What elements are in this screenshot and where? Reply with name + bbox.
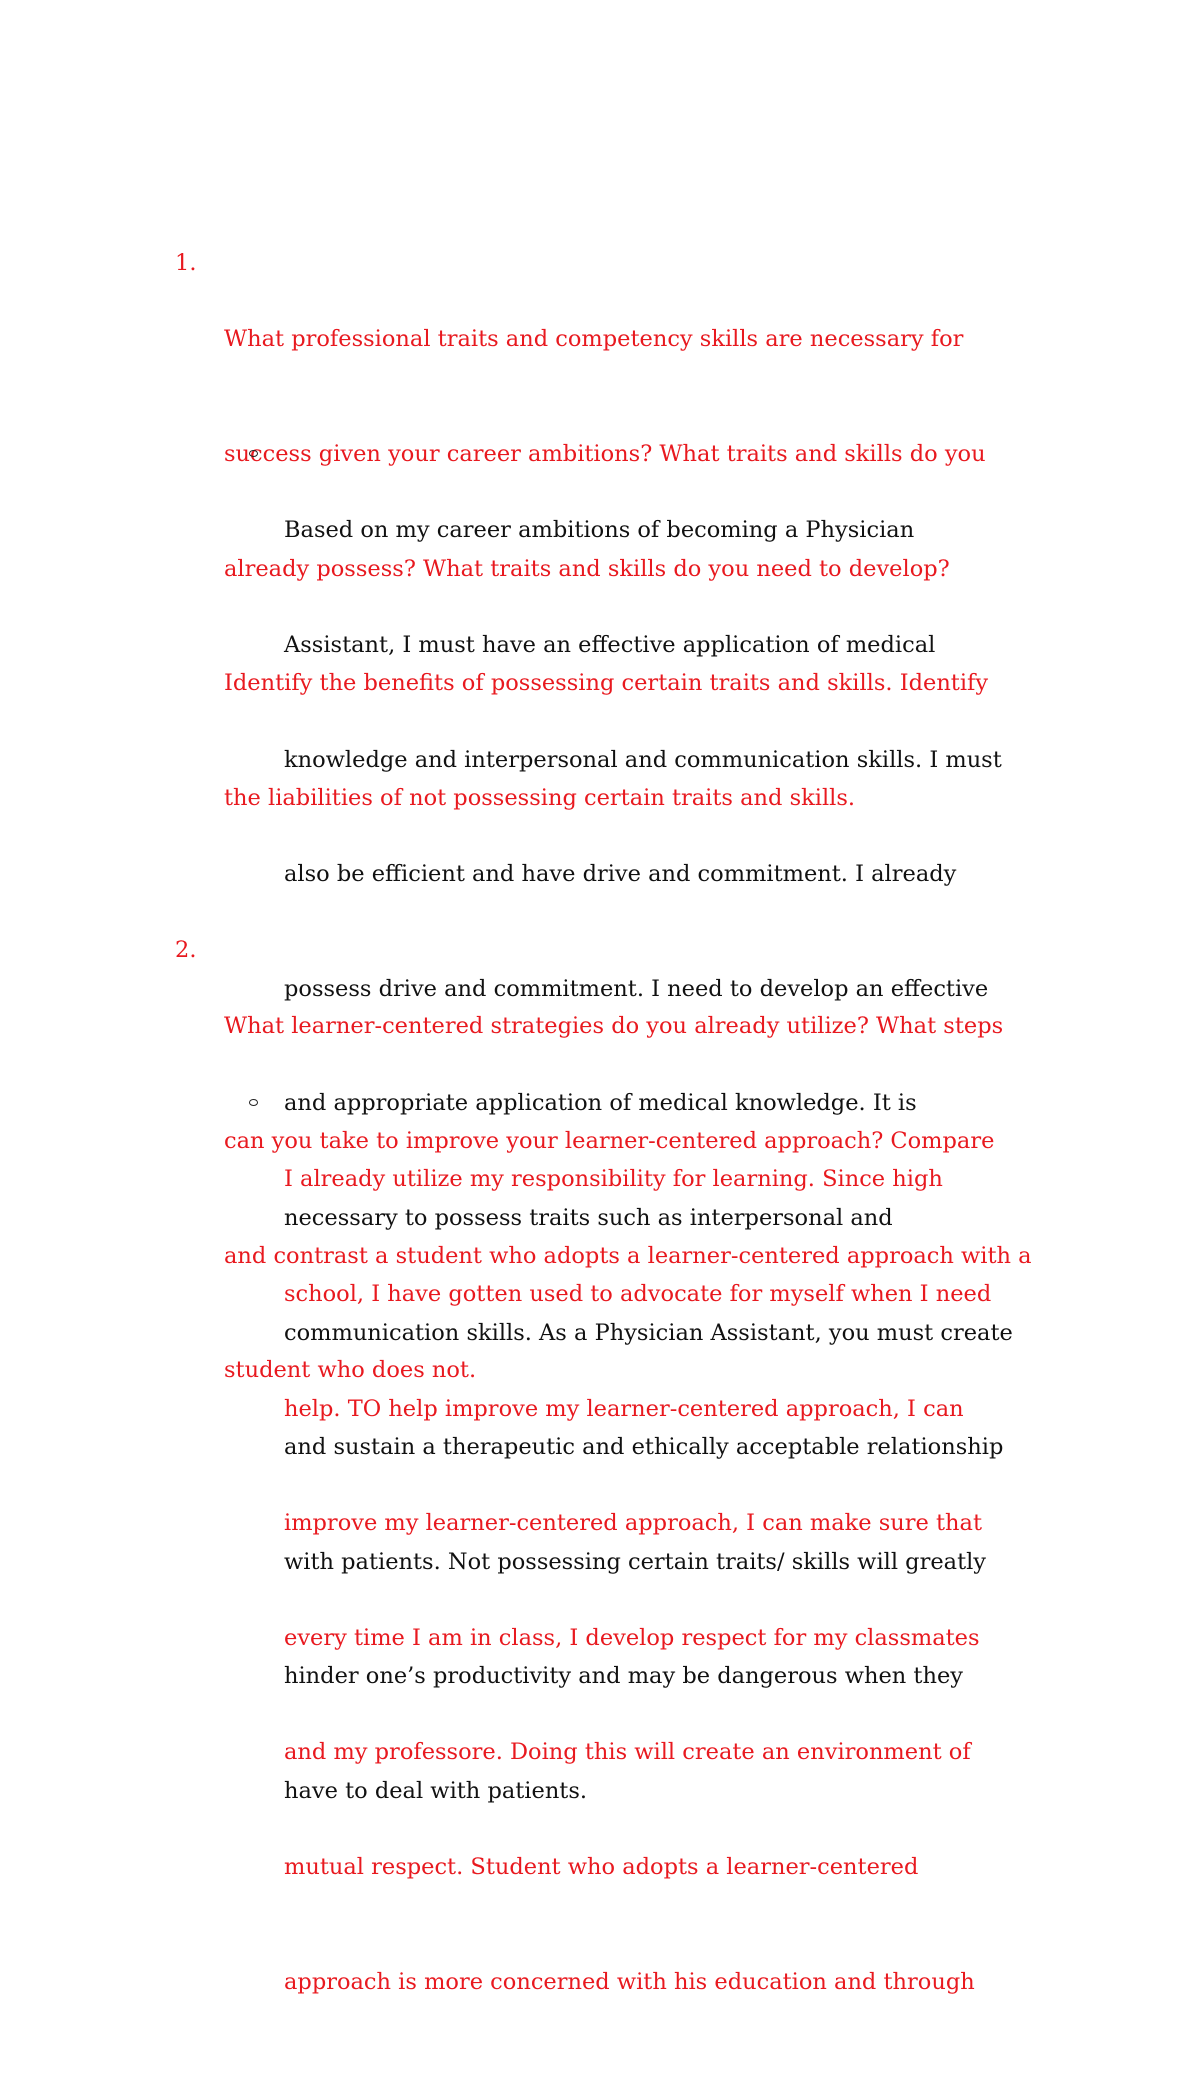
answer-text	[284, 1084, 1104, 2077]
question-line: What learner-centered strategies do you already utilize? What steps	[224, 1013, 1004, 1040]
answer-line: have to deal with patients.	[284, 1777, 588, 1804]
question-number: 1.	[175, 250, 197, 276]
answer-line: and sustain a therapeutic and ethically acceptable relationship	[284, 1434, 1004, 1461]
question-line: and contrast a student who adopts a learner-centered approach with a	[224, 1242, 1032, 1269]
answer-line: also be efficient and have drive and commitment. I already	[284, 861, 957, 888]
answer-line: communication skills. As a Physician Assistant, you must create	[284, 1319, 1013, 1346]
answer-line: every time I am in class, I develop respect for my classmates	[284, 1624, 980, 1651]
answer-line: and appropriate application of medical knowledge. It is	[284, 1090, 917, 1117]
answer-line: help. TO help improve my learner-centered approach, I can	[284, 1395, 964, 1422]
question-line: success given your career ambitions? What traits and skills do you	[224, 441, 986, 467]
answer-line: possess drive and commitment. I need to develop an effective	[284, 975, 989, 1002]
answer-line: improve my learner-centered approach, I can make sure that	[284, 1510, 982, 1537]
hollow-circle-bullet-icon	[249, 450, 258, 457]
question-line: student who does not.	[224, 1357, 477, 1384]
question-line: can you take to improve your learner-centered approach? Compare	[224, 1128, 995, 1154]
answer-line: Assistant, I must have an effective application of medical	[284, 632, 936, 658]
question-line: the liabilities of not possessing certain traits and skills.	[224, 784, 856, 811]
answer-line: and my professore. Doing this will create an environment of	[284, 1739, 971, 1766]
answer-line: approach is more concerned with his education and through	[284, 1968, 975, 1995]
question-line: Identify the benefits of possessing certain traits and skills. Identify	[224, 670, 989, 697]
question-line: What professional traits and competency skills are necessary for	[224, 326, 964, 353]
hollow-circle-bullet-icon	[249, 1099, 258, 1106]
answer-line: hinder one’s productivity and may be dangerous when they	[284, 1663, 963, 1690]
answer-line: school, I have gotten used to advocate for myself when I need	[284, 1281, 992, 1307]
answer-line: necessary to possess traits such as interpersonal and	[284, 1204, 893, 1231]
answer-line: I already utilize my responsibility for learning. Since high	[284, 1166, 943, 1193]
answer-line: with patients. Not possessing certain traits/ skills will greatly	[284, 1548, 987, 1575]
question-line: already possess? What traits and skills do you need to develop?	[224, 555, 950, 582]
question-number: 2.	[175, 937, 197, 963]
answer-line: knowledge and interpersonal and communication skills. I must	[284, 746, 1002, 773]
answer-line: Based on my career ambitions of becoming a Physician	[284, 517, 915, 544]
answer-line: mutual respect. Student who adopts a learner-centered	[284, 1853, 919, 1880]
